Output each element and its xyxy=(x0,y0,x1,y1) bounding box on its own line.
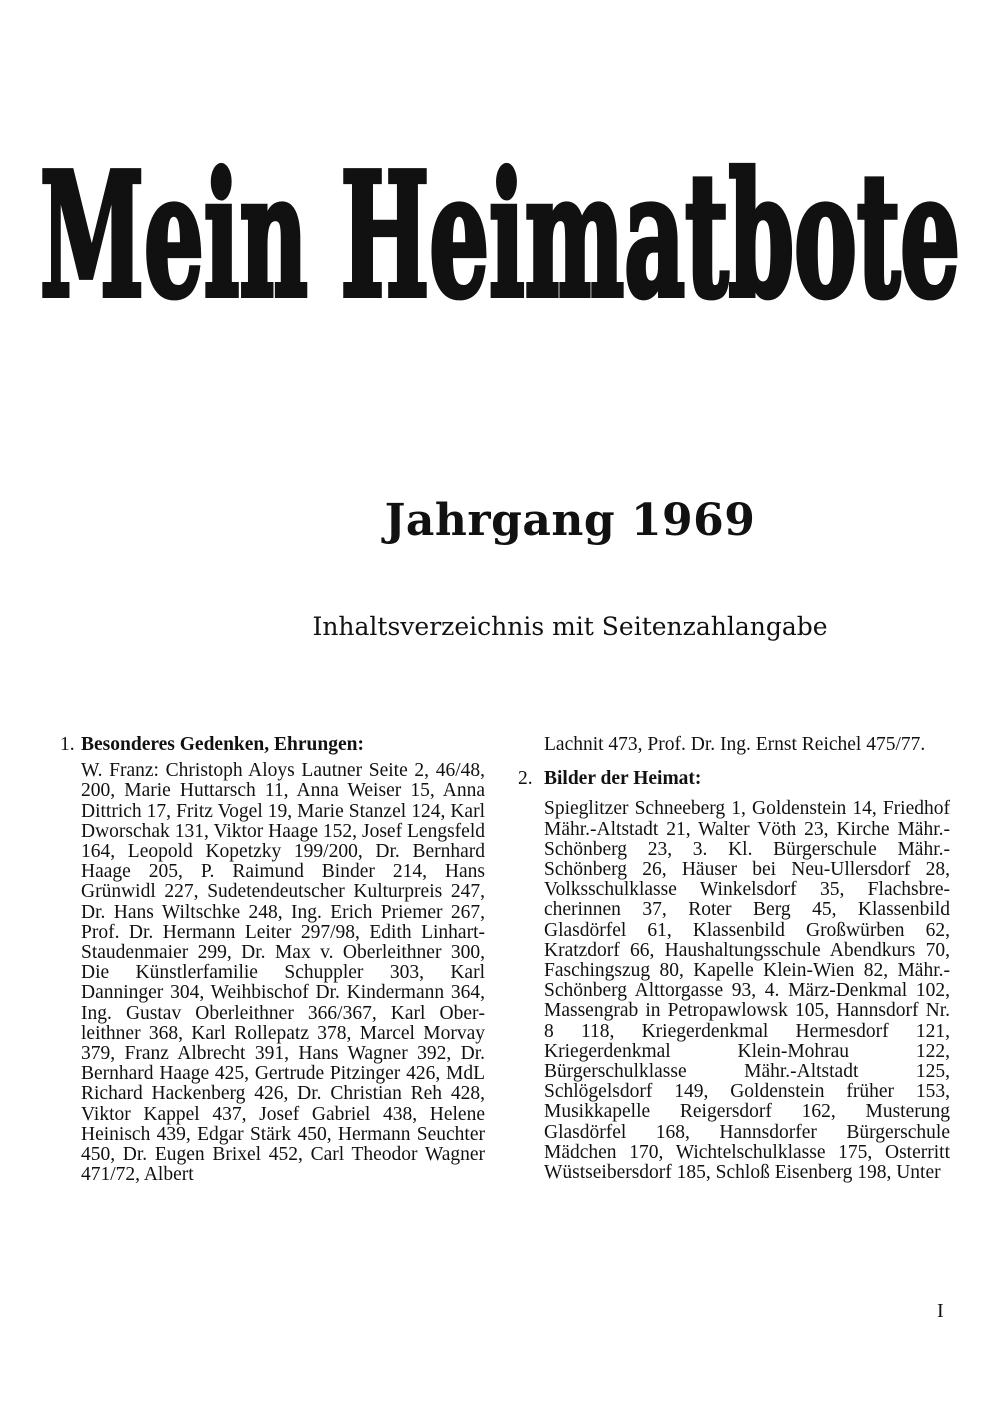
left-column xyxy=(60,735,485,1185)
section-1-continuation: Lachnit 473, Prof. Dr. Ing. Ernst Reichel 475/77. xyxy=(544,734,926,755)
section-2-number: 2. xyxy=(518,768,533,790)
subtitle: Inhaltsverzeichnis mit Seitenzahlangabe xyxy=(312,612,828,641)
section-1-body: W. Franz: Christoph Aloys Lautner Seite 2, 46/48, 200, Marie Huttarsch 11, Anna Weiser 15, Anna Dittrich 17, Fritz Vogel 19, Marie Stanzel 124, Karl Dworschak 131, Viktor Haage 152, Josef Lengsfeld 164, Leopold Kopetzky 199/200, Dr. Bernhard Haage 205, P. Raimund Binder 214, Hans Grünwidl 227, Sudetendeutscher Kulturpreis 247, Dr. Hans Wiltschke 248, Ing. Erich Priemer 267, Prof. Dr. Hermann Leiter 297/98, Edith Linhart-Staudenmaier 299, Dr. Max v. Oberleithner 300, Die Künstlerfamilie Schuppler 303, Karl Danninger 304, Weihbischof Dr. Kindermann 364, Ing. Gustav Oberleithner 366/367, Karl Oberleithner 368, Karl Rollepatz 378, Marcel Morvay 379, Franz Albrecht 391, Hans Wagner 392, Dr. Bernhard Haage 425, Gertrude Pitzinger 426, MdL Richard Hackenberg 426, Dr. Christian Reh 428, Viktor Kappel 437, Josef Gabriel 438, Helene Heinisch 439, Edgar Stärk 450, Hermann Seuchter 450, Dr. Eugen Brixel 452, Carl Theodor Wagner 471/72, Albert xyxy=(81,760,485,1186)
masthead-title: Mein Heimatbote xyxy=(40,136,960,336)
year-title: Jahrgang 1969 xyxy=(384,495,756,546)
section-2-title: Bilder der Heimat: xyxy=(544,768,702,790)
section-2-body: Spieglitzer Schneeberg 1, Goldenstein 14, Friedhof Mähr.-Altstadt 21, Walter Vöth 23, Kirche Mähr.-Schönberg 23, 3. Kl. Bürgerschule Mähr.-Schönberg 26, Häuser bei Neu-Ullersdorf 28, Volksschulklasse Winkelsdorf 35, Flachsbrecherinnen 37, Roter Berg 45, Klassenbild Glasdörfel 61, Klassenbild Großwürben 62, Kratzdorf 66, Haushaltungsschule Abendkurs 70, Faschingszug 80, Kapelle Klein-Wien 82, Mähr.-Schönberg Alttorgasse 93, 4. März-Denkmal 102, Massengrab in Petropawlowsk 105, Hannsdorf Nr. 8 118, Kriegerdenkmal Hermesdorf 121, Kriegerdenkmal Klein-Mohrau 122, Bürgerschulklasse Mähr.-Altstadt 125, Schlögelsdorf 149, Goldenstein früher 153, Musikkapelle Reigersdorf 162, Musterung Glasdörfel 168, Hannsdorfer Bürgerschule Mädchen 170, Wichtelschulklasse 175, Osterritt Wüstseibersdorf 185, Schloß Eisenberg 198, Unter xyxy=(544,798,950,1184)
section-2-heading xyxy=(518,769,950,789)
blackletter-title xyxy=(30,120,970,360)
section-1-number: 1. xyxy=(60,734,75,755)
section-1-title: Besonderes Gedenken, Ehrungen: xyxy=(81,734,364,755)
section-1-heading xyxy=(60,735,485,755)
masthead-logo xyxy=(30,120,970,360)
page-number: I xyxy=(937,1300,944,1322)
right-column xyxy=(518,735,950,1183)
